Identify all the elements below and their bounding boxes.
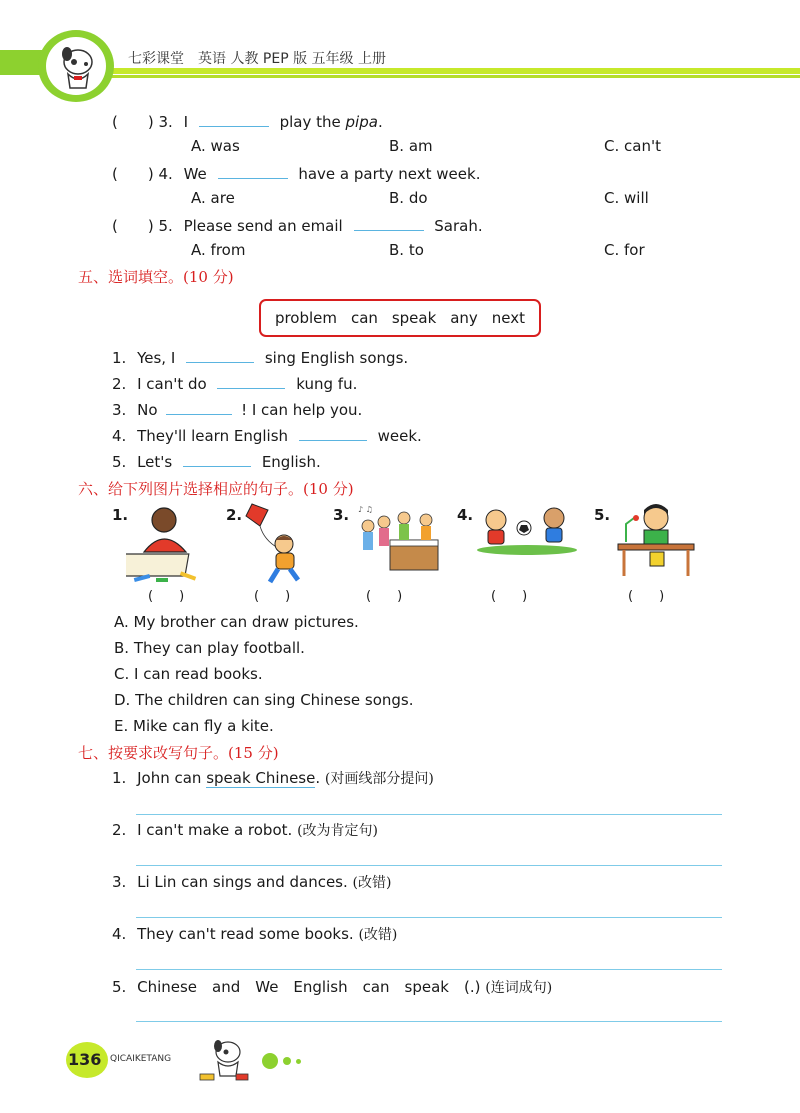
- kids-football-icon: [474, 506, 580, 556]
- fill-item: [112, 453, 321, 471]
- fill-item: [112, 349, 408, 367]
- word-chip: can: [350, 309, 378, 327]
- mc-question: [112, 111, 383, 132]
- item-text: Chinese and We English can speak (.): [137, 978, 481, 996]
- item-number: 4.: [112, 925, 127, 943]
- sentence-option: E. Mike can fly a kite.: [114, 717, 274, 735]
- item-number: 1.: [112, 349, 127, 367]
- section-title: 五、选词填空。(10 分): [78, 268, 234, 286]
- fill-item: [112, 375, 357, 393]
- answer-paren[interactable]: ( ): [112, 165, 154, 183]
- item-number: 2.: [112, 375, 127, 393]
- answer-line[interactable]: [136, 1021, 722, 1022]
- picture-number: 3.: [333, 506, 350, 524]
- blank-line[interactable]: [199, 126, 269, 127]
- option-c: C. for: [604, 241, 645, 259]
- item-text: Li Lin can sings and dances.: [137, 873, 348, 891]
- header-band: [0, 30, 800, 100]
- answer-paren[interactable]: ( ): [254, 589, 291, 604]
- mc-question: [112, 163, 480, 184]
- dog-mascot-icon: [196, 1036, 252, 1084]
- item-text: ! I can help you.: [241, 401, 363, 419]
- item-number: 5.: [112, 978, 127, 996]
- rewrite-item: [112, 976, 552, 997]
- item-text: I can't make a robot.: [137, 821, 293, 839]
- picture-number: 4.: [457, 506, 474, 524]
- question-text: We: [183, 165, 207, 183]
- picture-number: 1.: [112, 506, 129, 524]
- underlined-text: speak Chinese: [206, 769, 316, 787]
- answer-paren[interactable]: ( ): [491, 589, 528, 604]
- answer-line[interactable]: [136, 917, 722, 918]
- blank-line[interactable]: [218, 178, 288, 179]
- answer-paren[interactable]: ( ): [112, 217, 154, 235]
- boy-reading-icon: [612, 502, 698, 578]
- blank-line[interactable]: [354, 230, 424, 231]
- instruction-note: (改错): [358, 927, 398, 943]
- item-text: Yes, I: [137, 349, 176, 367]
- answer-paren[interactable]: ( ): [112, 113, 154, 131]
- picture-number: 5.: [594, 506, 611, 524]
- fill-item: [112, 427, 422, 445]
- item-number: 5.: [112, 453, 127, 471]
- question-text: Sarah.: [434, 217, 483, 235]
- decor-dot: [262, 1053, 278, 1069]
- option-a: A. from: [191, 241, 246, 259]
- item-text: .: [315, 769, 321, 787]
- sentence-option: D. The children can sing Chinese songs.: [114, 691, 414, 709]
- decor-dot: [283, 1057, 291, 1065]
- item-text: They'll learn English: [137, 427, 289, 445]
- rewrite-item: [112, 768, 434, 788]
- question-end: .: [377, 113, 383, 131]
- item-text: John can: [137, 769, 207, 787]
- blank-line[interactable]: [186, 362, 254, 363]
- rewrite-item: [112, 924, 397, 944]
- item-number: 1.: [112, 769, 127, 787]
- answer-paren[interactable]: ( ): [628, 589, 665, 604]
- answer-paren[interactable]: ( ): [148, 589, 185, 604]
- sentence-option: A. My brother can draw pictures.: [114, 613, 359, 631]
- option-c: C. will: [604, 189, 649, 207]
- children-singing-piano-icon: [354, 504, 442, 580]
- boy-drawing-icon: [126, 502, 206, 586]
- blank-line[interactable]: [166, 414, 232, 415]
- item-text: I can't do: [137, 375, 207, 393]
- question-text: play the: [279, 113, 341, 131]
- mc-question: [112, 215, 483, 236]
- section-title: 六、给下列图片选择相应的句子。(10 分): [78, 480, 354, 498]
- answer-line[interactable]: [136, 814, 722, 815]
- blank-line[interactable]: [299, 440, 367, 441]
- question-number: 5.: [158, 217, 173, 235]
- decor-dot: [296, 1059, 301, 1064]
- item-number: 3.: [112, 873, 127, 891]
- instruction-note: (连词成句): [485, 980, 553, 996]
- option-b: B. am: [389, 137, 433, 155]
- instruction-note: (改为肯定句): [297, 823, 378, 839]
- question-text: I: [183, 113, 189, 131]
- word-chip: problem: [274, 309, 338, 327]
- brand-name: QICAIKETANG: [110, 1054, 172, 1064]
- picture-number: 2.: [226, 506, 243, 524]
- boy-kite-icon: [238, 500, 308, 588]
- option-a: A. was: [191, 137, 240, 155]
- option-b: B. to: [389, 241, 424, 259]
- answer-paren[interactable]: ( ): [366, 589, 403, 604]
- header-title: 七彩课堂 英语 人教 PEP 版 五年级 上册: [128, 51, 386, 67]
- item-number: 2.: [112, 821, 127, 839]
- item-text: week.: [377, 427, 422, 445]
- sentence-option: C. I can read books.: [114, 665, 263, 683]
- blank-line[interactable]: [183, 466, 251, 467]
- section-title: 七、按要求改写句子。(15 分): [78, 744, 279, 762]
- rewrite-item: [112, 872, 391, 892]
- question-number: 3.: [158, 113, 173, 131]
- sentence-option: B. They can play football.: [114, 639, 305, 657]
- word-box: [259, 299, 541, 337]
- word-chip: next: [491, 309, 525, 327]
- question-text: Please send an email: [183, 217, 343, 235]
- option-b: B. do: [389, 189, 428, 207]
- option-c: C. can't: [604, 137, 661, 155]
- answer-line[interactable]: [136, 969, 722, 970]
- rewrite-item: [112, 820, 378, 840]
- word-chip: any: [450, 309, 478, 327]
- item-text: They can't read some books.: [137, 925, 354, 943]
- question-italic: pipa: [345, 113, 378, 131]
- item-text: sing English songs.: [264, 349, 409, 367]
- instruction-note: (对画线部分提问): [324, 771, 434, 787]
- item-text: kung fu.: [296, 375, 358, 393]
- answer-line[interactable]: [136, 865, 722, 866]
- option-a: A. are: [191, 189, 235, 207]
- blank-line[interactable]: [217, 388, 285, 389]
- item-text: Let's: [137, 453, 173, 471]
- item-text: English.: [261, 453, 321, 471]
- dog-mascot-icon: [50, 40, 104, 94]
- page-number: 136: [68, 1050, 102, 1069]
- question-number: 4.: [158, 165, 173, 183]
- svg-text:♪ ♫: ♪ ♫: [358, 505, 373, 514]
- fill-item: [112, 401, 362, 419]
- instruction-note: (改错): [352, 875, 392, 891]
- item-text: No: [137, 401, 158, 419]
- word-chip: speak: [391, 309, 437, 327]
- item-number: 4.: [112, 427, 127, 445]
- question-text: have a party next week.: [298, 165, 481, 183]
- item-number: 3.: [112, 401, 127, 419]
